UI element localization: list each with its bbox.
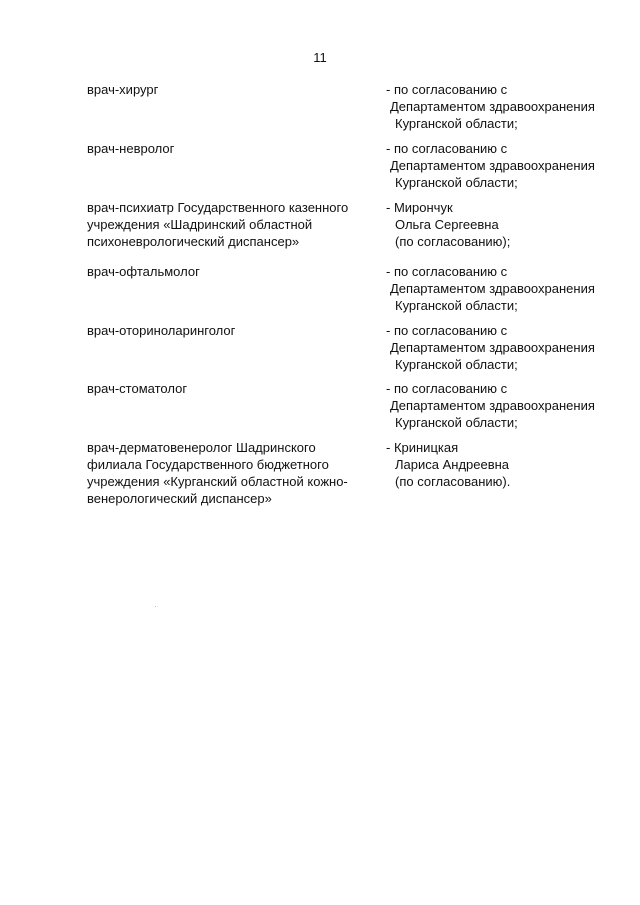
scan-artifact-dot [155,606,156,607]
assignee-line: Курганской области; [395,298,518,313]
position-line: врач-стоматолог [87,381,188,396]
position-title [87,140,372,157]
assignee [386,439,626,490]
position-line: врач-дерматовенеролог Шадринского [87,440,316,455]
position-title [87,380,372,397]
position-line: врач-хирург [87,82,159,97]
assignee-line: Департаментом здравоохранения [390,340,595,355]
assignee [386,140,626,191]
assignee-line: (по согласованию). [395,474,511,489]
position-title [87,322,372,339]
assignee-line: Курганской области; [395,116,518,131]
position-title [87,199,372,250]
position-line: врач-оториноларинголог [87,323,236,338]
assignee-line: - Криницкая [386,440,459,455]
position-title [87,439,372,507]
assignee-line: Курганской области; [395,415,518,430]
assignee-line: - по согласованию с [386,381,508,396]
position-line: филиала Государственного бюджетного [87,457,329,472]
position-title [87,81,372,98]
position-line: врач-невролог [87,141,175,156]
assignee-line: Департаментом здравоохранения [390,281,595,296]
assignee-line: Департаментом здравоохранения [390,158,595,173]
assignee [386,263,626,314]
assignee-line: Ольга Сергеевна [395,217,499,232]
assignee [386,81,626,132]
position-line: учреждения «Шадринский областной [87,217,313,232]
assignee-line: - по согласованию с [386,264,508,279]
assignee-line: - по согласованию с [386,323,508,338]
assignee-line: - Мирончук [386,200,453,215]
assignee-line: - по согласованию с [386,141,508,156]
assignee-line: Курганской области; [395,357,518,372]
assignee-line: Департаментом здравоохранения [390,398,595,413]
position-line: учреждения «Курганский областной кожно- [87,474,348,489]
assignee [386,322,626,373]
page-number: 11 [313,50,327,65]
position-line: венерологический диспансер» [87,491,272,506]
assignee-line: Департаментом здравоохранения [390,99,595,114]
assignee-line: (по согласованию); [395,234,511,249]
position-line: врач-офтальмолог [87,264,200,279]
assignee-line: - по согласованию с [386,82,508,97]
position-line: психоневрологический диспансер» [87,234,300,249]
position-line: врач-психиатр Государственного казенного [87,200,349,215]
assignee [386,199,626,250]
assignee-line: Лариса Андреевна [395,457,510,472]
assignee-line: Курганской области; [395,175,518,190]
assignee [386,380,626,431]
position-title [87,263,372,280]
